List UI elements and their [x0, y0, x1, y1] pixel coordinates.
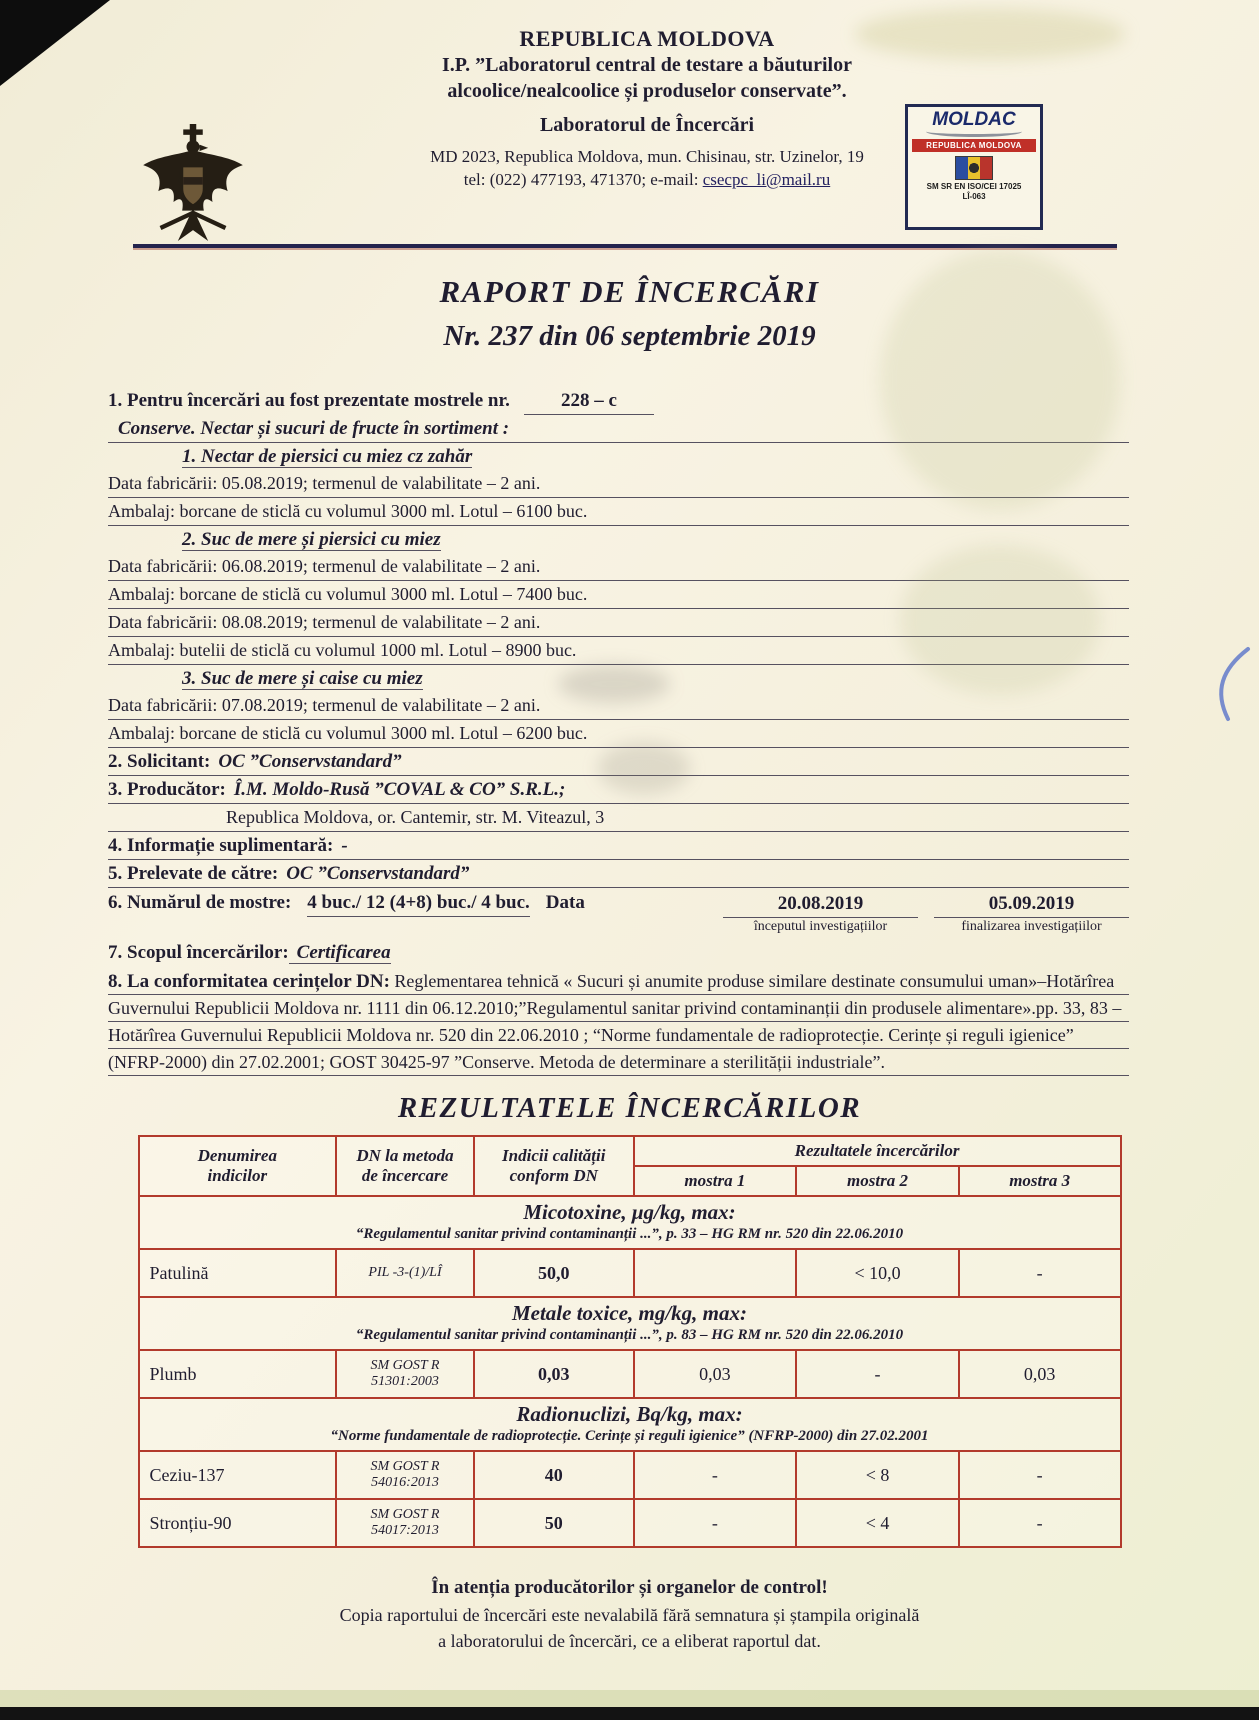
indicator-name: Stronțiu-90: [139, 1499, 337, 1547]
product3-title-row: [108, 665, 1129, 692]
indicator-name: Ceziu-137: [139, 1451, 337, 1499]
producer-value: Î.M. Moldo-Rusă ”COVAL & CO” S.R.L.;: [233, 779, 566, 800]
producer-address: Republica Moldova, or. Cantemir, str. M. Viteazul, 3: [226, 807, 605, 827]
investigation-start-date: 20.08.2019: [723, 891, 918, 918]
samples-intro-label: 1. Pentru încercări au fost prezentate mostrele nr.: [108, 390, 510, 411]
limit-cell: 50: [474, 1499, 634, 1547]
samples-count-label: 6. Numărul de mostre:: [108, 892, 292, 913]
col-header-method: DN la metoda de încercare: [336, 1136, 474, 1196]
product1-title-row: [108, 443, 1129, 470]
product2-date1-row: Data fabricării: 06.08.2019; termenul de valabilitate – 2 ani.: [108, 553, 1129, 581]
producer-row: [108, 776, 1129, 804]
document-header: [0, 0, 1259, 232]
col-header-limit: Indicii calității conform DN: [474, 1136, 634, 1196]
col-header-results-group: Rezultatele încercărilor: [634, 1136, 1121, 1166]
assortment-text: Conserve. Nectar și sucuri de fructe în sortiment :: [118, 418, 510, 439]
table-row-cesium: [139, 1451, 1121, 1499]
col-header-sample3: mostra 3: [959, 1166, 1121, 1196]
investigation-end-column: [934, 890, 1129, 935]
extra-info-value: -: [341, 835, 348, 856]
solicitant-value: OC ”Conservstandard”: [218, 751, 402, 772]
report-number: Nr. 237 din 06 septembrie 2019: [443, 320, 816, 352]
limit-cell: 50,0: [474, 1249, 634, 1297]
producer-label: 3. Producător:: [108, 779, 226, 800]
sampled-by-label: 5. Prelevate de către:: [108, 863, 279, 884]
moldac-accreditation-mark: [905, 104, 1043, 230]
sample3-result: 0,03: [959, 1350, 1121, 1398]
table-row-strontium: [139, 1499, 1121, 1547]
moldac-logo-text: MOLDAC: [932, 109, 1016, 130]
sample2-result: -: [796, 1350, 959, 1398]
limit-cell: 0,03: [474, 1350, 634, 1398]
attention-heading: În atenția producătorilor și organelor de control!: [431, 1577, 828, 1598]
samples-number-value: 228 – c: [524, 388, 654, 415]
method-cell: SM GOST R 54016:2013: [336, 1451, 474, 1499]
sampled-by-row: [108, 860, 1129, 888]
product2-pack1-row: Ambalaj: borcane de sticlă cu volumul 3000 ml. Lotul – 7400 buc.: [108, 581, 1129, 609]
section-reference: “Regulamentul sanitar privind contaminanții ...”, p. 33 – HG RM nr. 520 din 22.06.2010: [355, 1226, 904, 1242]
dn-conformity-label: 8. La conformitatea cerințelor DN:: [108, 971, 390, 992]
header-divider-rule: [133, 244, 1117, 248]
product2-title-row: [108, 526, 1129, 553]
solicitant-label: 2. Solicitant:: [108, 751, 211, 772]
moldova-flag-icon: [955, 156, 993, 180]
institute-name-line2: alcoolice/nealcoolice și produselor conservate”.: [447, 80, 847, 102]
scan-bottom-tint: [0, 1690, 1259, 1707]
scope-value: Certificarea: [289, 942, 391, 964]
section-title: Micotoxine, μg/kg, max:: [523, 1200, 736, 1224]
section-title: Radionuclizi, Bq/kg, max:: [516, 1402, 743, 1426]
footer-line1: Copia raportului de încercări este nevalabilă fără semnatura și ștampila originală: [339, 1605, 920, 1625]
section-band-mycotoxins: [139, 1196, 1121, 1249]
sample1-result: -: [634, 1451, 797, 1499]
moldac-accreditation-code: LÎ-063: [962, 192, 986, 201]
section-reference: “Norme fundamentale de radioprotecție. Cerințe și reguli igienice” (NFRP-2000) din 27.02.2001: [330, 1428, 929, 1444]
product3-date-row: Data fabricării: 07.08.2019; termenul de valabilitate – 2 ani.: [108, 692, 1129, 720]
institute-name-line1: I.P. ”Laboratorul central de testare a băuturilor: [442, 54, 852, 76]
indicator-name: Plumb: [139, 1350, 337, 1398]
laboratory-address: MD 2023, Republica Moldova, mun. Chisinau, str. Uzinelor, 19: [430, 147, 864, 166]
table-header-row: [139, 1136, 1121, 1166]
investigation-start-column: [723, 890, 918, 935]
col-header-indicator: Denumirea indicilor: [139, 1136, 337, 1196]
results-table: [138, 1135, 1122, 1548]
moldova-coat-of-arms: [138, 124, 248, 254]
extra-info-label: 4. Informație suplimentară:: [108, 835, 334, 856]
product3-pack-row: Ambalaj: borcane de sticlă cu volumul 3000 ml. Lotul – 6200 buc.: [108, 720, 1129, 748]
product1-date-row: Data fabricării: 05.08.2019; termenul de valabilitate – 2 ani.: [108, 470, 1129, 498]
extra-info-row: [108, 832, 1129, 860]
scope-label: 7. Scopul încercărilor:: [108, 942, 289, 963]
limit-cell: 40: [474, 1451, 634, 1499]
email-text: csecpc_li@mail.ru: [702, 170, 831, 189]
scan-bottom-edge: [0, 1707, 1259, 1720]
assortment-row: [108, 415, 1129, 443]
investigation-start-caption: începutul investigațiilor: [753, 919, 888, 934]
sample3-result: -: [959, 1451, 1121, 1499]
col-header-sample1: mostra 1: [634, 1166, 797, 1196]
sample2-result: < 10,0: [796, 1249, 959, 1297]
samples-intro-row: [108, 387, 1129, 415]
section-reference: “Regulamentul sanitar privind contaminanții ...”, p. 83 – HG RM nr. 520 din 22.06.2010: [355, 1327, 904, 1343]
sample3-result: -: [959, 1499, 1121, 1547]
samples-count-row: [108, 890, 1129, 935]
sampled-by-value: OC ”Conservstandard”: [286, 863, 470, 884]
country-title: REPUBLICA MOLDOVA: [519, 26, 775, 51]
footer-line2: a laboratorului de încercări, ce a eliberat raportul dat.: [438, 1631, 821, 1651]
report-body: [108, 387, 1129, 1076]
col-header-sample2: mostra 2: [796, 1166, 959, 1196]
results-heading: REZULTATELE ÎNCERCĂRILOR: [397, 1092, 862, 1124]
report-title: RAPORT DE ÎNCERCĂRI: [439, 274, 820, 309]
section-band-metals: [139, 1297, 1121, 1350]
sample1-result: [634, 1249, 797, 1297]
method-cell: SM GOST R 54017:2013: [336, 1499, 474, 1547]
product3-title: 3. Suc de mere și caise cu miez: [182, 668, 423, 689]
product2-pack2-row: Ambalaj: butelii de sticlă cu volumul 1000 ml. Lotul – 8900 buc.: [108, 637, 1129, 665]
product2-title: 2. Suc de mere și piersici cu miez: [182, 529, 441, 550]
contact-text: tel: (022) 477193, 471370; e-mail:: [463, 170, 703, 189]
laboratory-name: Laboratorul de Încercări: [539, 114, 755, 136]
investigation-end-date: 05.09.2019: [934, 891, 1129, 918]
sample3-result: -: [959, 1249, 1121, 1297]
sample2-result: < 4: [796, 1499, 959, 1547]
dn-conformity-paragraph: [108, 968, 1129, 1076]
blue-pen-mark: [1198, 645, 1254, 725]
sample1-result: 0,03: [634, 1350, 797, 1398]
method-cell: SM GOST R 51301:2003: [336, 1350, 474, 1398]
samples-count-value: 4 buc./ 12 (4+8) buc./ 4 buc.: [307, 890, 530, 917]
table-row-plumb: [139, 1350, 1121, 1398]
product1-pack-row: Ambalaj: borcane de sticlă cu volumul 3000 ml. Lotul – 6100 buc.: [108, 498, 1129, 526]
report-footer: [0, 1574, 1259, 1654]
table-row-patulina: [139, 1249, 1121, 1297]
moldac-country-band: REPUBLICA MOLDOVA: [912, 139, 1036, 152]
report-title-block: [0, 274, 1259, 353]
scope-row: [108, 939, 1129, 966]
method-cell: PIL -3-(1)/LÎ: [336, 1249, 474, 1297]
sample2-result: < 8: [796, 1451, 959, 1499]
product2-date2-row: Data fabricării: 08.08.2019; termenul de valabilitate – 2 ani.: [108, 609, 1129, 637]
investigation-end-caption: finalizarea investigațiilor: [961, 919, 1102, 934]
sample1-result: -: [634, 1499, 797, 1547]
moldac-accreditation-standard: SM SR EN ISO/CEI 17025: [926, 182, 1022, 191]
indicator-name: Patulină: [139, 1249, 337, 1297]
date-label: Data: [545, 892, 585, 913]
product1-title: 1. Nectar de piersici cu miez cz zahăr: [182, 446, 473, 467]
producer-address-row: [108, 804, 1129, 832]
dn-conformity-text: Reglementarea tehnică « Sucuri și anumite produse similare destinate consumului uman»–Hotărîrea Guvernului Republicii Moldova nr. 1111 din 06.12.2010;”Regulamentul sanitar privind contaminanții din produsele alimentare».pp. 33, 83 – Hotărîrea Guvernului Republicii Moldova nr. 520 din 22.06.2010 ; “Norme fundamentale de radioprotecție. Cerințe și reguli igienice” (NFRP-2000) din 27.02.2001; GOST 30425-97 ”Conserve. Metoda de determinare a sterilității industriale”.: [108, 971, 1122, 1072]
section-band-radionuclides: [139, 1398, 1121, 1451]
solicitant-row: [108, 748, 1129, 776]
section-title: Metale toxice, mg/kg, max:: [511, 1301, 748, 1325]
